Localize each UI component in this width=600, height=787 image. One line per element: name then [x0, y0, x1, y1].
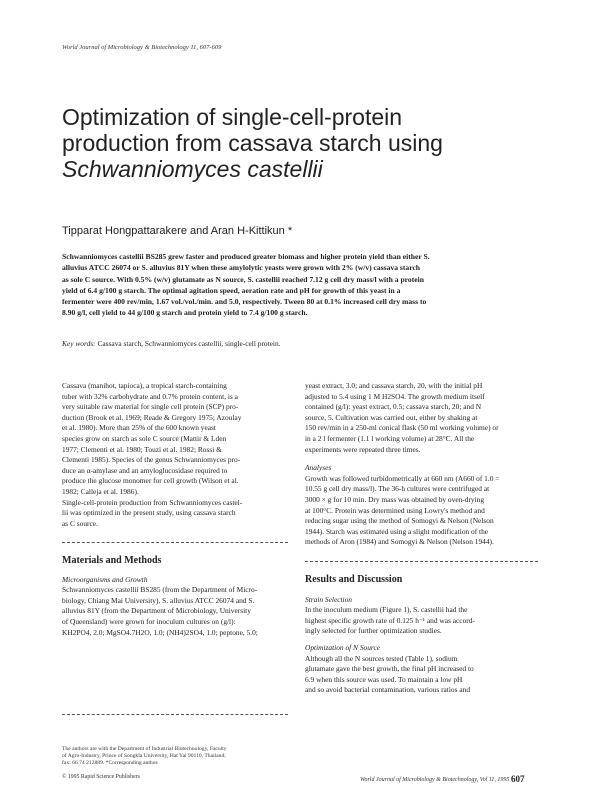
keywords	[62, 339, 281, 348]
methods-line: Schwanniomyces castellii BS285 (from the Department of Micro-	[62, 585, 258, 595]
title-line-3: Schwanniomyces castellii	[62, 156, 323, 182]
results-section	[305, 575, 538, 696]
intro-line: very suitable raw material for single cell protein (SCP) pro-	[62, 402, 239, 412]
intro-line: species grow on starch as sole C source (Mattir & Lden	[62, 433, 227, 443]
analyses-heading: Analyses	[305, 463, 332, 473]
strain-line: ingly selected for further optimization studies.	[305, 626, 442, 636]
abstract-line: fermenter were 400 rev/min, 1.67 vol./vol./min. and 5.0, respectively. Tween 80 at 0.1% increased cell dry mass to	[62, 297, 427, 307]
right-column	[305, 381, 538, 548]
n-source-line: glutamate gave the best growth, the final pH increased to	[305, 664, 474, 674]
copyright: © 1995 Rapid Science Publishers	[62, 774, 140, 780]
results-heading: Results and Discussion	[305, 574, 403, 585]
abstract-line: alluvius ATCC 26074 or S. alluvius 81Y when these amylolytic yeasts were grown with 2% (w/v) cassava starch	[62, 263, 421, 273]
methods-cont-line: source, 5. Cultivation was carried out, either by shaking at	[305, 412, 478, 422]
intro-line: 1982; Calleja et al. 1986).	[62, 486, 139, 496]
materials-section	[62, 556, 288, 638]
microorganisms-heading: Microorganisms and Growth	[62, 574, 148, 584]
n-source-line: Although all the N sources tested (Table 1), sodium	[305, 653, 458, 663]
title-line-2: production from cassava starch using	[62, 130, 443, 156]
strain-selection-heading: Strain Selection	[305, 594, 353, 604]
intro-line: Cassava (manihot, tapioca), a tropical starch-containing	[62, 381, 227, 390]
footnote-line: of Agro-Industry, Prince of Songkla University, Hat Yai 90110, Thailand;	[62, 753, 226, 760]
intro-line: 1977; Clementi et al. 1980; Touzi et al. 1982; Rossi &	[62, 444, 222, 454]
methods-cont-line: experiments were repeated three times.	[305, 444, 421, 454]
article-title	[62, 104, 532, 182]
journal-header: World Journal of Microbiology & Biotechnology 11, 607-609	[62, 44, 222, 51]
intro-line: tuber with 32% carbohydrate and 0.7% protein content, is a	[62, 391, 238, 401]
page-number: 607	[511, 774, 525, 784]
analyses-line: Growth was followed turbidometrically at 660 nm (A660 of 1.0 =	[305, 473, 500, 483]
keywords-text: Cassava starch, Schwanniomyces castellii, single-cell protein.	[95, 339, 281, 348]
analyses-line: 10.55 g cell dry mass/l). The 36-h cultures were centrifuged at	[305, 484, 490, 494]
analyses-line: methods of Aron (1984) and Somogyi & Nelson (Nelson 1944).	[305, 537, 494, 547]
methods-line: of Queensland) were grown for inoculum cultures on (g/l):	[62, 616, 236, 626]
methods-line: biology, Chiang Mai University), S. alluvius ATCC 26074 and S.	[62, 595, 255, 605]
abstract-line: Schwanniomyces castellii BS285 grew faster and produced greater biomass and higher protein yield than either S.	[62, 252, 430, 261]
title-line-1: Optimization of single-cell-protein	[62, 104, 403, 130]
analyses-line: 3000 × g for 10 min. Dry mass was obtained by oven-drying	[305, 494, 485, 504]
keywords-label: Key words:	[62, 339, 96, 348]
analyses-line: reducing sugar using the method of Somogyi & Nelson (Nelson	[305, 516, 494, 526]
strain-line: In the inoculum medium (Figure 1), S. castellii had the	[305, 605, 468, 615]
methods-cont-line: yeast extract, 3.0; and cassava starch, 20, with the initial pH	[305, 381, 483, 390]
intro-line: duction (Brook et al. 1969; Reade & Gregory 1975; Azoulay	[62, 412, 242, 422]
intro-line: Single-cell-protein production from Schwanniomyces castel-	[62, 497, 243, 507]
intro-line: duce an α-amylase and an amyloglucosidase required to	[62, 465, 228, 475]
intro-line: lii was optimized in the present study, using cassava starch	[62, 508, 236, 518]
abstract	[62, 251, 538, 319]
methods-cont-line: in a 2 l fermenter (1.1 l working volume) at 28°C. All the	[305, 433, 475, 443]
methods-line: KH2PO4, 2.0; MgSO4.7H2O, 1.0; (NH4)2SO4, 1.0; peptone, 5.0;	[62, 627, 258, 637]
abstract-line: as sole C source. With 0.5% (w/v) glutamate as N source, S. castellii reached 7.12 g cell dry mass/l with a protein	[62, 274, 424, 284]
abstract-line: yield of 6.4 g/100 g starch. The optimal agitation speed, aeration rate and pH for growth of this yeast in a	[62, 285, 401, 295]
intro-line: Clementi 1985). Species of the genus Schwanniomyces pro-	[62, 455, 241, 465]
affiliation-footnote	[62, 746, 288, 768]
authors: Tipparat Hongpattarakere and Aran H-Kittikun *	[62, 225, 293, 237]
analyses-line: 1944). Starch was estimated using a slight modification of the	[305, 526, 489, 536]
methods-cont-line: 150 rev/min in a 250-ml conical flask (50 ml working volume) or	[305, 423, 499, 433]
strain-line: highest specific growth rate of 0.125 h⁻¹ and was accord-	[305, 615, 475, 625]
footer-journal: World Journal of Microbiology & Biotechnology, Vol 11, 1995	[360, 777, 510, 783]
footnote-divider	[62, 714, 288, 716]
results-divider	[305, 561, 538, 563]
footnote-line: fax: 66 74 212889. *Corresponding author.	[62, 760, 159, 767]
abstract-line: 8.90 g/l, cell yield to 44 g/100 g starch and protein yield to 7.4 g/100 g starch.	[62, 308, 308, 318]
methods-cont-line: contained (g/l): yeast extract, 0.5; cassava starch, 20; and N	[305, 402, 482, 412]
n-source-line: 6.9 when this source was used. To maintain a low pH	[305, 674, 463, 684]
footnote-line: The authors are with the Department of Industrial Biotechnology, Faculty	[62, 746, 227, 752]
n-source-heading: Optimization of N Source	[305, 642, 381, 652]
left-column	[62, 381, 288, 529]
intro-line: as C source.	[62, 518, 98, 528]
analyses-line: at 100°C. Protein was determined using Lowry's method and	[305, 505, 485, 515]
intro-line: produce the glucose monomer for cell growth (Wilson et al.	[62, 476, 239, 486]
methods-line: alluvius 81Y (from the Department of Microbiology, University	[62, 606, 251, 616]
section-divider	[62, 542, 288, 544]
n-source-line: and so avoid bacterial contamination, various ratios and	[305, 685, 471, 695]
methods-cont-line: adjusted to 5.4 using 1 M H2SO4. The growth medium itself	[305, 391, 485, 401]
intro-line: et al. 1980). More than 25% of the 600 known yeast	[62, 423, 216, 433]
materials-heading: Materials and Methods	[62, 555, 162, 566]
